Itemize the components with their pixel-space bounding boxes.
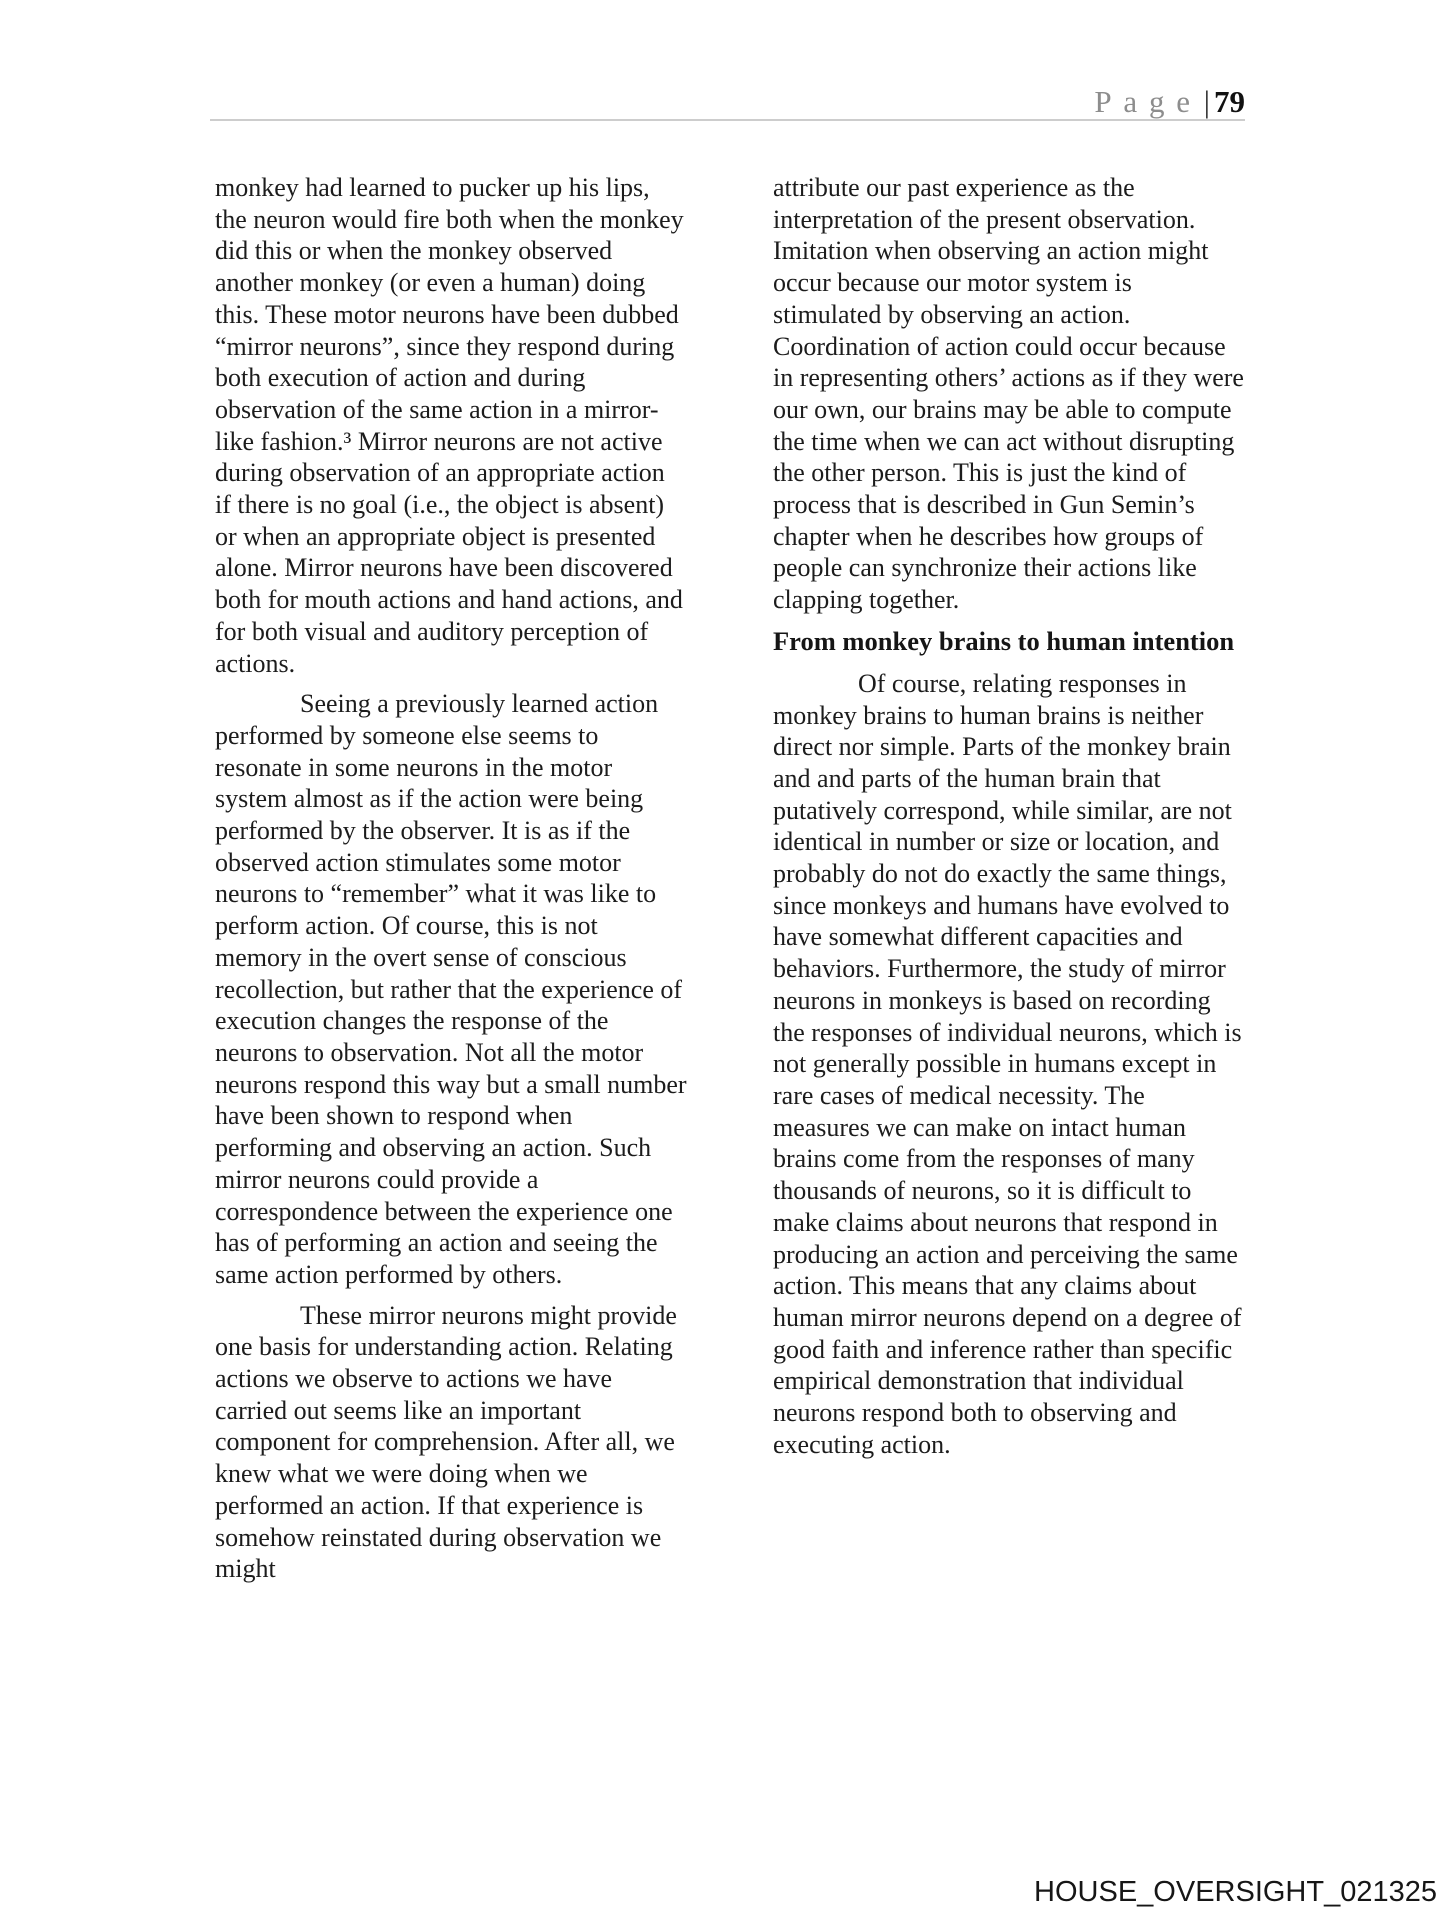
bates-stamp: HOUSE_OVERSIGHT_021325 — [1034, 1876, 1437, 1908]
page-number: 79 — [1214, 84, 1245, 119]
paragraph: These mirror neurons might provide one basis for understanding action. Relating actions we observe to actions we have carried out seems like an important component for comprehension. After all, we knew what we were doing when we performed an action. If that experience is somehow reinstated during observation we might — [215, 1300, 677, 1584]
page-header — [1094, 84, 1245, 120]
section-heading: From monkey brains to human intention — [773, 625, 1235, 656]
left-column — [215, 172, 687, 1594]
paragraph-continuation: attribute our past experience as the interpretation of the present observation. Imitation when observing an action might occur because our motor system is stimulated by observing an action. Coordination of action could occur because in representing others’ actions as if they were our own, our brains may be able to compute the time when we can act without disrupting the other person. This is just the kind of process that is described in Gun Semin’s chapter when he describes how groups of people can synchronize their actions like clapping together. — [773, 173, 1244, 615]
right-column — [773, 172, 1245, 1594]
paragraph-continuation: monkey had learned to pucker up his lips, the neuron would fire both when the monkey did this or when the monkey observed another monkey (or even a human) doing this. These motor neurons have been dubbed “mirror neurons”, since they respond during both execution of action and during observation of the same action in a mirror-like fashion.³ Mirror neurons are not active during observation of an appropriate action if there is no goal (i.e., the object is absent) or when an appropriate object is presented alone. Mirror neurons have been discovered both for mouth actions and hand actions, and for both visual and auditory perception of actions. — [215, 173, 684, 678]
paragraph: Of course, relating responses in monkey brains to human brains is neither direct nor simple. Parts of the monkey brain and and parts of the human brain that putatively correspond, while similar, are not identical in number or size or location, and probably do not do exactly the same things, since monkeys and humans have evolved to have somewhat different capacities and behaviors. Furthermore, the study of mirror neurons in monkeys is based on recording the responses of individual neurons, which is not generally possible in humans except in rare cases of medical necessity. The measures we can make on intact human brains come from the responses of many thousands of neurons, so it is difficult to make claims about neurons that respond in producing an action and perceiving the same action. This means that any claims about human mirror neurons depend on a degree of good faith and inference rather than specific empirical demonstration that individual neurons respond both to observing and executing action. — [773, 668, 1242, 1459]
page-header-separator: | — [1203, 84, 1210, 119]
page-header-label: Page — [1094, 84, 1202, 119]
text-columns — [215, 172, 1245, 1594]
paragraph: Seeing a previously learned action performed by someone else seems to resonate in some neurons in the motor system almost as if the action were being performed by the observer. It is as if the observed action stimulates some motor neurons to “remember” what it was like to perform action. Of course, this is not memory in the overt sense of conscious recollection, but rather that the experience of execution changes the response of the neurons to observation. Not all the motor neurons respond this way but a small number have been shown to respond when performing and observing an action. Such mirror neurons could provide a correspondence between the experience one has of performing an action and seeing the same action performed by others. — [215, 689, 687, 1289]
header-rule — [210, 119, 1245, 121]
